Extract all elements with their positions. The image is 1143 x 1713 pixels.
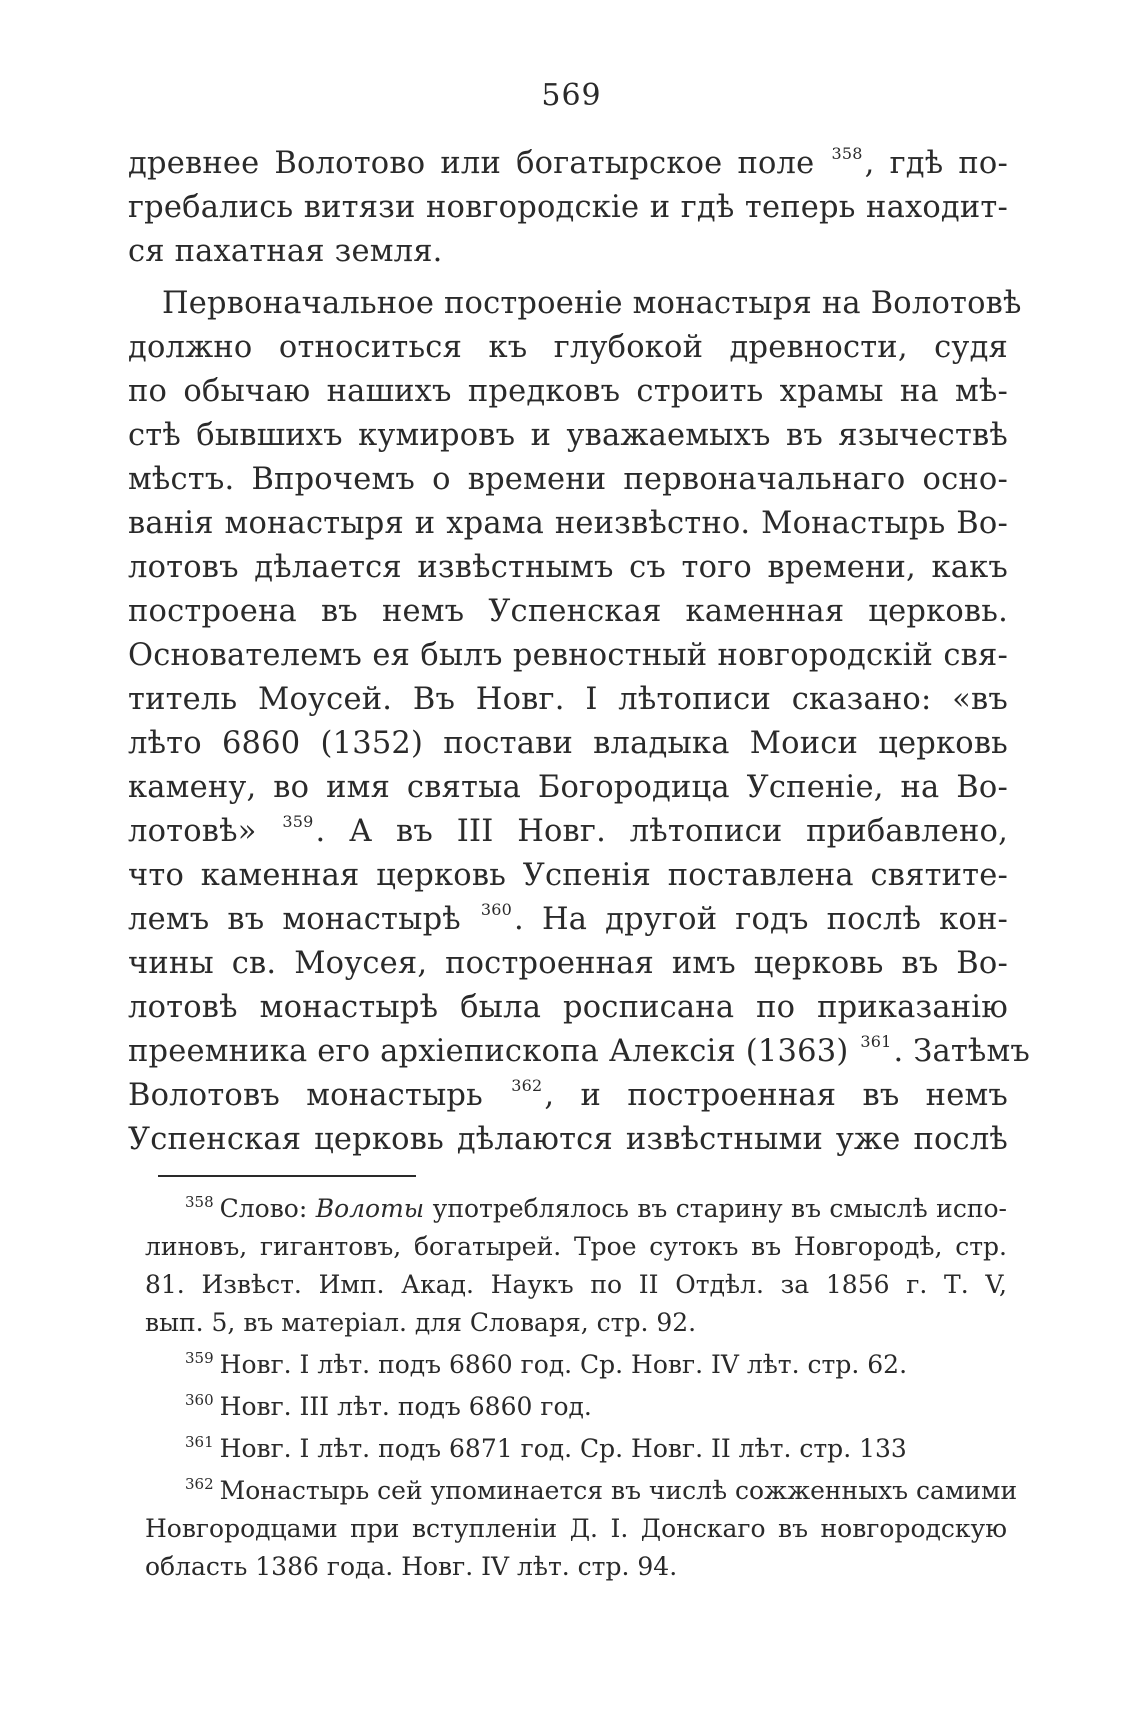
text-segment: Волотовъ монастырь	[128, 1078, 510, 1113]
footnote-text: Новг. I лѣт. подъ 6860 год. Ср. Новг. IV лѣт. стр. 62.	[219, 1350, 908, 1379]
footnote-line	[145, 1190, 1007, 1228]
text-line	[128, 766, 1008, 810]
footnote-number: 359	[185, 1349, 214, 1367]
text-segment: . А въ III Новг. лѣтописи прибавлено,	[315, 814, 1008, 849]
footnote-line	[145, 1430, 1007, 1468]
footnote-number: 362	[185, 1475, 214, 1493]
footnote	[145, 1430, 1007, 1468]
footnote-line	[145, 1510, 1007, 1548]
text-segment: , и построенная въ немъ	[544, 1078, 1008, 1113]
footnote-reference: 361	[860, 1032, 892, 1051]
text-segment: гребались витязи новгородскіе и гдѣ теперь находит-	[128, 190, 1008, 225]
text-line	[128, 414, 1008, 458]
footnote-reference: 360	[480, 900, 513, 919]
footnote-text: Новг. III лѣт. подъ 6860 год.	[219, 1392, 592, 1421]
footnotes	[145, 1190, 1018, 1586]
text-segment: . Затѣмъ	[893, 1034, 1031, 1069]
footnote-text: Волоты	[315, 1194, 425, 1223]
text-segment: Успенская церковь дѣлаются извѣстными уже послѣ	[128, 1122, 1008, 1157]
text-segment: лотовѣ монастырѣ была росписана по приказанію	[128, 990, 1008, 1025]
footnote-text: Слово:	[219, 1194, 316, 1223]
text-line	[128, 1118, 1008, 1162]
footnote-line	[145, 1472, 1018, 1510]
text-line	[128, 546, 1008, 590]
text-segment: камену, во имя святыа Богородица Успеніе, на Во-	[128, 770, 1008, 805]
text-line	[128, 854, 1008, 898]
text-line	[128, 186, 1008, 230]
footnote-text: употреблялось въ старину въ смыслѣ испо-	[424, 1194, 1007, 1223]
footnote	[145, 1472, 1018, 1586]
footnote-line	[145, 1266, 1007, 1304]
text-segment: должно относиться къ глубокой древности, судя	[128, 330, 1008, 365]
text-line	[128, 678, 1008, 722]
text-line	[128, 722, 1008, 766]
text-line	[128, 590, 1008, 634]
text-segment: лотовѣ»	[128, 814, 281, 849]
text-line	[128, 942, 1008, 986]
footnote-text: вып. 5, въ матеріал. для Словаря, стр. 92.	[145, 1308, 697, 1337]
text-line	[128, 810, 1008, 854]
text-line	[128, 502, 1008, 546]
footnote-line	[145, 1304, 1007, 1342]
text-segment: титель Моусей. Въ Новг. I лѣтописи сказано: «въ	[128, 682, 1008, 717]
text-line	[128, 634, 1008, 678]
footnote-line	[145, 1346, 1007, 1384]
text-segment: древнее Волотово или богатырское поле	[128, 146, 830, 181]
footnote-text: Новг. I лѣт. подъ 6871 год. Ср. Новг. II лѣт. стр. 133	[219, 1434, 907, 1463]
footnote-number: 361	[185, 1433, 214, 1451]
text-segment: лотовъ дѣлается извѣстнымъ съ того времени, какъ	[128, 550, 1008, 585]
footnote-reference: 362	[511, 1076, 543, 1095]
text-segment: по обычаю нашихъ предковъ строить храмы на мѣ-	[128, 374, 1008, 409]
footnote	[145, 1388, 1007, 1426]
footnote-number: 360	[185, 1391, 214, 1409]
text-line	[128, 370, 1008, 414]
main-text	[128, 142, 1031, 1162]
footnote-text: область 1386 года. Новг. IV лѣт. стр. 94.	[145, 1552, 678, 1581]
paragraph-gap	[128, 274, 1008, 282]
footnote-line	[145, 1228, 1007, 1266]
text-segment: лѣто 6860 (1352) постави владыка Моиси церковь	[128, 726, 1008, 761]
text-line	[128, 282, 1022, 326]
text-segment: , гдѣ по-	[864, 146, 1008, 181]
text-segment: построена въ немъ Успенская каменная церковь.	[128, 594, 1008, 629]
text-segment: . На другой годъ послѣ кон-	[514, 902, 1009, 937]
footnote-number: 358	[185, 1193, 214, 1211]
text-segment: Основателемъ ея былъ ревностный новгородскій свя-	[128, 638, 1008, 673]
text-line	[128, 1030, 1031, 1074]
page-number: 569	[541, 78, 602, 113]
footnote	[145, 1190, 1007, 1342]
text-line	[128, 142, 1008, 186]
footnote-reference: 359	[282, 812, 314, 831]
text-segment: ся пахатная земля.	[128, 234, 443, 269]
text-segment: что каменная церковь Успенія поставлена святите-	[128, 858, 1008, 893]
text-segment: лемъ въ монастырѣ	[128, 902, 479, 937]
text-segment: чины св. Моусея, построенная имъ церковь въ Во-	[128, 946, 1008, 981]
footnote	[145, 1346, 1007, 1384]
footnote-text: 81. Извѣст. Имп. Акад. Наукъ по II Отдѣл. за 1856 г. Т. V,	[145, 1270, 1007, 1299]
footnote-text: линовъ, гигантовъ, богатырей. Трое сутокъ въ Новгородѣ, стр.	[145, 1232, 1007, 1261]
text-segment: мѣстъ. Впрочемъ о времени первоначальнаго осно-	[128, 462, 1008, 497]
footnote-line	[145, 1548, 1007, 1586]
footnote-text: Новгородцами при вступленіи Д. І. Донскаго въ новгородскую	[145, 1514, 1007, 1543]
text-segment: преемника его архіепископа Алексія (1363)	[128, 1034, 859, 1069]
footnote-text: Монастырь сей упоминается въ числѣ сожженныхъ самими	[219, 1476, 1018, 1505]
footnote-separator	[158, 1175, 416, 1177]
text-line	[128, 326, 1008, 370]
text-segment: стѣ бывшихъ кумировъ и уважаемыхъ въ язычествѣ	[128, 418, 1008, 453]
text-segment: Первоначальное построеніе монастыря на Волотовѣ	[162, 286, 1022, 321]
text-line	[128, 458, 1008, 502]
text-line	[128, 1074, 1008, 1118]
text-segment: ванія монастыря и храма неизвѣстно. Монастырь Во-	[128, 506, 1008, 541]
footnote-line	[145, 1388, 1007, 1426]
text-line	[128, 986, 1008, 1030]
footnote-reference: 358	[831, 144, 863, 163]
text-line	[128, 230, 1008, 274]
text-line	[128, 898, 1008, 942]
